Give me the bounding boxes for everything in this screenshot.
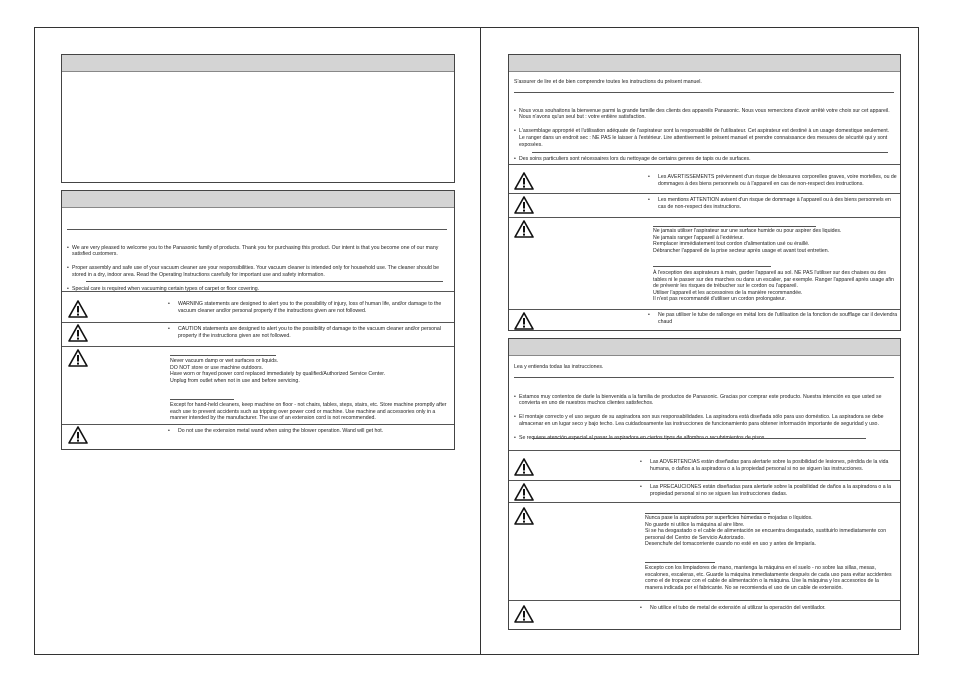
en-warning-definition: • WARNING statements are designed to alert you to the possibility of injury, loss of human life, and/or damage to the vacuum cleaner and/or personal property if the instructions given are not followed. <box>173 301 454 314</box>
rule <box>170 355 276 356</box>
es-warning-text-2: Excepto con los limpiadores de mano, mantenga la máquina en el suelo - no sobre las sillas, mesas, escalones, escaleras, etc. Guarde la máquina inmediatamente después de cada uso para evitar accidentes como el de tropezar con el cable de alimentación o la máquina. Use la máquina y los accesorios de la manera indicada por el fabricante. No se recomienda el uso de un cable de extensión. <box>645 565 892 591</box>
warning-icon <box>68 300 88 318</box>
rule <box>509 600 900 601</box>
list-item: • El montaje correcto y el uso seguro de su aspiradora son sus responsabilidades. La aspiradora está diseñada sólo para uso doméstico. La aspiradora se debe almacenar en un lugar seco y bajo techo. Lea cuidadosamente las instrucciones de funcionamiento para obtener información importante de seguridad y uso. <box>514 414 894 427</box>
fr-warning-text-1: Ne jamais utiliser l'aspirateur sur une surface humide ou pour aspirer des liquides. Ne jamais ranger l'appareil à l'extérieur. Remplacer immédiatement tout cordon d'alimentation usé ou éraillé. Débrancher l'appareil de la prise secteur après usage et avant tout entretien. <box>653 228 842 254</box>
rule <box>514 377 894 378</box>
rule <box>170 399 234 400</box>
warning-icon <box>514 312 534 330</box>
rule <box>62 291 454 292</box>
list-item: • Estamos muy contentos de darle la bienvenida a la familia de productos de Panasonic. Gracias por comprar este producto. Nuestra intención es que usted se convierta en uno de nuestros muchos clientes satisfechos. <box>514 394 894 407</box>
list-item: • Special care is required when vacuuming certain types of carpet or floor covering. <box>67 286 447 293</box>
list-item: • Des soins particuliers sont nécessaires lors du nettoyage de certains genres de tapis ou de surfaces. <box>514 156 894 163</box>
es-bullets <box>514 387 894 449</box>
rule <box>62 346 454 347</box>
rule <box>532 152 888 153</box>
list-item: • L'assemblage approprié et l'utilisation adéquate de l'aspirateur sont la responsabilité de l'utilisateur. Cet aspirateur est destiné à un usage domestique seulement. Le ranger dans un endroit sec : NE PAS le laisser à l'extérieur. Lire attentivement le présent manuel et prendre connaissance des mesures de sécurité qui y sont exposées. <box>514 128 894 148</box>
rule <box>62 424 454 425</box>
es-caution-definition: • Las PRECAUCIONES están diseñadas para alertarle sobre la posibilidad de daños a la aspiradora o a la propiedad personal si no se siguen las instrucciones dadas. <box>645 484 900 497</box>
section-header-bar <box>62 55 454 72</box>
warning-icon <box>514 458 534 476</box>
rule <box>653 266 771 267</box>
warning-icon <box>514 507 534 525</box>
fr-warning-definition: • Les AVERTISSEMENTS préviennent d'un risque de blessures corporelles graves, voire mortelles, ou de dommages à des biens personnels ou à l'appareil en cas de non-respect des instructions. <box>653 174 900 187</box>
fr-bullets <box>514 101 894 170</box>
list-item: • Proper assembly and safe use of your vacuum cleaner are your responsibilities. Your vacuum cleaner is intended only for household use. The cleaner should be stored in a dry, indoor area. Read the Operating Instructions carefully for important use and safety information. <box>67 265 447 278</box>
caution-icon <box>514 483 534 501</box>
rule <box>509 480 900 481</box>
caution-icon <box>514 196 534 214</box>
es-intro: Lea y entienda todas las instrucciones. <box>514 364 604 370</box>
rule <box>509 193 900 194</box>
rule <box>509 450 900 451</box>
rule <box>509 217 900 218</box>
list-item: • We are very pleased to welcome you to the Panasonic family of products. Thank you for purchasing this product. Our intent is that you become one of our many satisfied customers. <box>67 245 447 258</box>
en-warning-text-2: Except for hand-held cleaners, keep machine on floor - not chairs, tables, steps, stairs, etc. Store machine promptly after each use to prevent accidents such as tripping over power cord or machine. Use machine and accessories only in a manner intended by the manufacturer. The use of an extension cord is not recommended. <box>170 402 447 422</box>
es-warning-text-1: Nunca pase la aspiradora por superficies húmedas o mojadas o líquidos. No guarde ni utilice la máquina al aire libre. Si se ha desgastado o el cable de alimentación se encuentra desgastado, sustituirlo inmediatamente con personal del Centro de Servicio Autorizado. Desenchufe del tomacorriente cuando no esté en uso y antes de limpiaría. <box>645 515 887 548</box>
en-top-blank-section <box>61 54 455 183</box>
es-warning-text-3: • No utilice el tubo de metal de extensión al utilizar la operación del ventilador. <box>645 605 900 612</box>
section-header-bar <box>509 339 900 356</box>
fr-warning-text-2: À l'exception des aspirateurs à main, garder l'appareil au sol. NE PAS l'utiliser sur des chaises ou des tables ni le passer sur des marches ou dans un escalier, par exemple. Ranger l'appareil après usage afin de prévenir les risques de trébucher sur le cordon ou l'appareil. Utiliser l'appareil et les accessoires de la manière recommandée. Il n'est pas recommandé d'utiliser un cordon prolongateur. <box>653 270 894 303</box>
rule <box>86 281 443 282</box>
rule <box>509 502 900 503</box>
caution-icon <box>68 324 88 342</box>
es-warning-definition: • Las ADVERTENCIAS están diseñadas para alertarle sobre la posibilidad de lesiones, pérdida de la vida humana, o daños a la aspiradora o a la propiedad personal si no se siguen las instrucciones. <box>645 459 900 472</box>
list-item: • Se requiere atención especial al pasar la aspiradora en ciertos tipos de alfombra o recubrimientos de pisos. <box>514 435 894 442</box>
warning-icon <box>68 349 88 367</box>
section-header-bar <box>62 191 454 208</box>
page-divider <box>480 27 481 655</box>
warning-icon <box>514 172 534 190</box>
rule <box>653 226 816 227</box>
rule <box>509 164 900 165</box>
rule <box>532 438 866 439</box>
en-warning-text-1: Never vacuum damp or wet surfaces or liquids. DO NOT store or use machine outdoors. Have worn or frayed power cord replaced immediately by qualified/Authorized Service Center. Unplug from outlet when not in use and before servicing. <box>170 358 386 384</box>
en-warning-text-3: • Do not use the extension metal wand when using the blower operation. Wand will get hot. <box>173 428 454 435</box>
section-header-bar <box>509 55 900 72</box>
warning-icon <box>514 220 534 238</box>
rule <box>509 309 900 310</box>
rule <box>645 562 715 563</box>
en-caution-definition: • CAUTION statements are designed to alert you to the possibility of damage to the vacuum cleaner and/or personal property if the instructions given are not followed. <box>173 326 454 339</box>
fr-warning-text-3: • Ne pas utiliser le tube de rallonge en métal lors de l'utilisation de la fonction de soufflage car il deviendra chaud <box>653 312 900 325</box>
rule <box>645 513 770 514</box>
fr-caution-definition: • Les mentions ATTENTION avisent d'un risque de dommage à l'appareil ou à des biens personnels en cas de non-respect des instructions. <box>653 197 900 210</box>
rule <box>67 229 447 230</box>
rule <box>514 92 894 93</box>
warning-icon <box>514 605 534 623</box>
fr-intro: S'assurer de lire et de bien comprendre toutes les instructions du présent manuel. <box>514 79 702 85</box>
list-item: • Nous vous souhaitons la bienvenue parmi la grande famille des clients des appareils Panasonic. Nous vous remercions d'avoir arrêté votre choix sur cet appareil. Nous n'avons qu'un seul but : votre entière satisfaction. <box>514 108 894 121</box>
rule <box>62 322 454 323</box>
warning-icon <box>68 426 88 444</box>
